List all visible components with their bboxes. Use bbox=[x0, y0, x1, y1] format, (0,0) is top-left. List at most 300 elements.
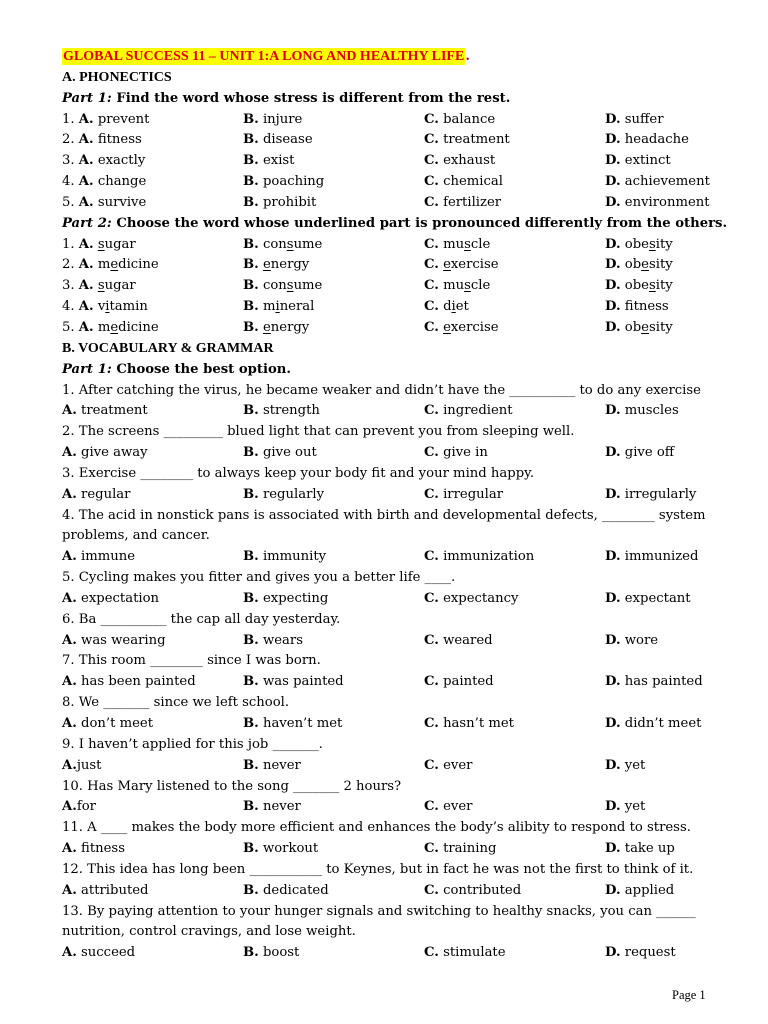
word-suffix: ume bbox=[293, 236, 323, 252]
option-text: immunized bbox=[624, 549, 699, 565]
option-letter: D. bbox=[605, 882, 621, 898]
option-text: give off bbox=[624, 445, 675, 461]
option-letter: A. bbox=[78, 299, 94, 315]
answer-option-b bbox=[243, 297, 314, 318]
underlined-letters: e bbox=[110, 319, 119, 335]
pronunciation-question-list bbox=[62, 235, 722, 339]
answer-option-d bbox=[605, 193, 710, 214]
stress-question bbox=[62, 193, 722, 214]
answer-option-d bbox=[605, 151, 671, 172]
option-text: wore bbox=[624, 632, 659, 648]
question-text: 3. Exercise ________ to always keep your body fit and your mind happy. bbox=[62, 465, 535, 481]
answer-option-d bbox=[605, 297, 669, 318]
option-text: fertilizer bbox=[443, 194, 502, 210]
option-letter: B. bbox=[243, 111, 259, 127]
word-suffix: dicine bbox=[118, 319, 159, 335]
option-text: treatment bbox=[443, 132, 510, 148]
word-suffix: ugar bbox=[104, 278, 136, 294]
answer-options bbox=[62, 881, 722, 902]
answer-option-c bbox=[424, 151, 495, 172]
answer-option-a bbox=[62, 151, 145, 172]
underlined-letters: s bbox=[648, 278, 656, 294]
question-number: 3. bbox=[62, 153, 79, 169]
option-word bbox=[625, 278, 673, 293]
underlined-letters: i bbox=[105, 299, 110, 315]
answer-option-c bbox=[424, 443, 488, 464]
answer-option-b bbox=[243, 193, 316, 214]
word-prefix: ob bbox=[624, 257, 642, 273]
question-number: 5. bbox=[62, 194, 79, 210]
option-letter: B. bbox=[243, 549, 259, 565]
option-text: ingredient bbox=[443, 403, 513, 419]
option-letter: A. bbox=[78, 278, 94, 294]
option-letter: B. bbox=[243, 882, 259, 898]
option-text: hasn’t met bbox=[443, 716, 514, 731]
option-letter: A. bbox=[62, 799, 77, 815]
answer-option-b bbox=[243, 110, 302, 131]
question-text: 5. Cycling makes you fitter and gives you a better life ____. bbox=[62, 570, 456, 586]
answer-option-c bbox=[424, 401, 513, 422]
option-letter: C. bbox=[424, 319, 439, 335]
stress-question bbox=[62, 110, 722, 131]
answer-option-c bbox=[424, 797, 472, 818]
section-b-title: B. VOCABULARY & GRAMMAR bbox=[62, 340, 274, 356]
stress-question bbox=[62, 151, 722, 172]
answer-option-a bbox=[62, 255, 159, 276]
option-text: haven’t met bbox=[262, 716, 343, 731]
option-text: ever bbox=[443, 757, 473, 773]
answer-options bbox=[62, 443, 722, 464]
word-prefix: f bbox=[624, 299, 634, 315]
question-text: 11. A ____ makes the body more efficient and enhances the body’s alibity to respond to stress. bbox=[62, 820, 691, 836]
answer-options bbox=[62, 672, 722, 693]
a-part2-instruction bbox=[62, 214, 728, 235]
section-a-heading bbox=[62, 68, 722, 89]
word-prefix: con bbox=[262, 278, 287, 294]
answer-option-c bbox=[424, 235, 490, 256]
underlined-letters: e bbox=[443, 257, 451, 273]
answer-options bbox=[62, 589, 722, 610]
option-letter: C. bbox=[424, 799, 439, 815]
part-label: Part 2: bbox=[62, 215, 112, 231]
question-text: 9. I haven’t applied for this job _______. bbox=[62, 736, 323, 752]
answer-option-a bbox=[62, 235, 136, 256]
option-letter: A. bbox=[62, 882, 77, 898]
option-letter: B. bbox=[243, 632, 259, 648]
underlined-letters: s bbox=[97, 278, 105, 294]
option-word bbox=[263, 257, 309, 272]
option-text: regular bbox=[81, 486, 131, 502]
answer-option-c bbox=[424, 756, 472, 777]
option-letter: C. bbox=[424, 590, 439, 606]
pronunciation-question bbox=[62, 297, 722, 318]
answer-option-a bbox=[62, 839, 125, 860]
option-letter: A. bbox=[62, 403, 77, 419]
answer-option-c bbox=[424, 318, 499, 339]
word-suffix: tamin bbox=[109, 299, 148, 315]
option-text: don’t meet bbox=[81, 716, 154, 731]
option-letter: C. bbox=[424, 153, 439, 169]
word-suffix: ume bbox=[293, 278, 323, 294]
option-text: exist bbox=[262, 153, 295, 169]
option-letter: C. bbox=[424, 632, 439, 648]
page-number: Page 1 bbox=[672, 988, 706, 1002]
option-text: change bbox=[97, 174, 147, 190]
option-letter: D. bbox=[605, 236, 621, 252]
answer-option-a bbox=[62, 756, 101, 777]
underlined-letters: e bbox=[641, 319, 649, 335]
underlined-letters: s bbox=[648, 236, 656, 252]
option-text: exactly bbox=[97, 153, 146, 169]
option-word bbox=[263, 299, 314, 314]
option-word bbox=[625, 320, 673, 335]
option-letter: D. bbox=[605, 549, 621, 565]
answer-option-b bbox=[243, 589, 328, 610]
option-text: boost bbox=[262, 945, 300, 961]
underlined-letters: s bbox=[97, 236, 105, 252]
option-text: was painted bbox=[262, 674, 344, 690]
answer-option-b bbox=[243, 839, 318, 860]
word-suffix: sity bbox=[648, 257, 673, 273]
option-text: exhaust bbox=[443, 153, 496, 169]
option-text: didn’t meet bbox=[624, 716, 702, 731]
answer-option-c bbox=[424, 485, 503, 506]
answer-option-a bbox=[62, 485, 130, 506]
question-number: 3. bbox=[62, 278, 79, 294]
answer-option-c bbox=[424, 943, 506, 964]
option-text: give in bbox=[443, 445, 488, 461]
option-letter: A. bbox=[62, 486, 77, 502]
option-letter: B. bbox=[243, 257, 259, 273]
option-text: poaching bbox=[262, 174, 325, 190]
option-text: has been painted bbox=[81, 674, 196, 690]
option-letter: B. bbox=[243, 674, 259, 690]
option-word bbox=[443, 278, 490, 293]
stress-question-list bbox=[62, 110, 722, 214]
option-letter: A. bbox=[78, 153, 94, 169]
section-b-heading bbox=[62, 339, 722, 360]
option-text: weared bbox=[443, 632, 493, 648]
option-letter: A. bbox=[62, 716, 77, 731]
word-prefix: m bbox=[262, 299, 276, 315]
answer-option-d bbox=[605, 714, 701, 735]
answer-options bbox=[62, 943, 722, 964]
part-text: Choose the word whose underlined part is pronounced differently from the others. bbox=[111, 215, 728, 231]
title-dot: . bbox=[465, 49, 470, 64]
option-letter: B. bbox=[243, 716, 259, 731]
option-letter: B. bbox=[243, 132, 259, 148]
underlined-letters: s bbox=[286, 278, 294, 294]
answer-option-a bbox=[62, 547, 135, 568]
question-number: 1. bbox=[62, 111, 79, 127]
option-text: headache bbox=[624, 132, 689, 148]
option-text: stimulate bbox=[443, 945, 506, 961]
answer-option-b bbox=[243, 714, 342, 735]
option-letter: A. bbox=[62, 841, 77, 857]
answer-option-d bbox=[605, 547, 698, 568]
question-text: 13. By paying attention to your hunger signals and switching to healthy snacks, you can ______ bbox=[62, 903, 696, 919]
option-letter: A. bbox=[78, 319, 94, 335]
stress-question bbox=[62, 172, 722, 193]
option-text: give out bbox=[262, 445, 317, 461]
question-number: 4. bbox=[62, 174, 79, 190]
option-word bbox=[98, 299, 148, 314]
answer-option-c bbox=[424, 547, 534, 568]
answer-options bbox=[62, 839, 722, 860]
answer-option-a bbox=[62, 297, 148, 318]
a-part1-instruction bbox=[62, 89, 722, 110]
document-page bbox=[62, 47, 728, 964]
option-text: applied bbox=[624, 882, 675, 898]
option-letter: D. bbox=[605, 799, 621, 815]
word-prefix: con bbox=[262, 236, 287, 252]
option-word bbox=[625, 257, 673, 272]
option-text: fitness bbox=[81, 841, 125, 857]
answer-option-d bbox=[605, 318, 673, 339]
option-text: irregular bbox=[443, 486, 504, 502]
underlined-letters: e bbox=[262, 319, 271, 335]
option-word bbox=[443, 320, 499, 335]
question-text: 2. The screens _________ blued light that can prevent you from sleeping well. bbox=[62, 424, 575, 440]
option-letter: D. bbox=[605, 632, 621, 648]
option-text: strength bbox=[262, 403, 320, 419]
option-text: training bbox=[443, 841, 497, 857]
option-letter: A. bbox=[62, 757, 77, 773]
option-text: balance bbox=[443, 111, 496, 127]
word-suffix: tness bbox=[633, 299, 669, 315]
part-label: Part 1: bbox=[62, 361, 112, 377]
option-text: never bbox=[262, 799, 301, 815]
pronunciation-question bbox=[62, 255, 722, 276]
answer-options bbox=[62, 756, 722, 777]
option-letter: D. bbox=[605, 278, 621, 294]
answer-option-d bbox=[605, 881, 674, 902]
question-text-continued: problems, and cancer. bbox=[62, 528, 210, 544]
option-text: give away bbox=[81, 445, 148, 461]
answer-option-b bbox=[243, 547, 326, 568]
answer-option-c bbox=[424, 714, 514, 735]
option-letter: A. bbox=[62, 590, 77, 606]
option-letter: C. bbox=[424, 757, 439, 773]
answer-options bbox=[62, 547, 722, 568]
question-number: 4. bbox=[62, 299, 79, 315]
option-letter: C. bbox=[424, 841, 439, 857]
option-letter: A. bbox=[78, 132, 94, 148]
answer-option-d bbox=[605, 797, 645, 818]
option-text: irregularly bbox=[624, 486, 697, 502]
answer-option-b bbox=[243, 485, 324, 506]
answer-option-b bbox=[243, 151, 294, 172]
title-line bbox=[62, 47, 722, 68]
underlined-letters: s bbox=[464, 236, 471, 252]
stress-question bbox=[62, 130, 722, 151]
answer-option-b bbox=[243, 172, 324, 193]
underlined-letters: s bbox=[464, 278, 471, 294]
option-text: expecting bbox=[262, 590, 329, 606]
option-letter: B. bbox=[243, 486, 259, 502]
word-prefix: m bbox=[97, 257, 111, 273]
answer-option-c bbox=[424, 110, 495, 131]
option-text: treatment bbox=[81, 403, 148, 419]
option-letter: A. bbox=[78, 174, 94, 190]
option-text: immunization bbox=[443, 549, 535, 565]
option-text: immune bbox=[81, 549, 136, 565]
option-letter: B. bbox=[243, 445, 259, 461]
answer-option-b bbox=[243, 235, 322, 256]
part-text: Find the word whose stress is different from the rest. bbox=[111, 90, 511, 106]
option-text: has painted bbox=[624, 674, 703, 690]
underlined-letters: i bbox=[275, 299, 280, 315]
answer-option-c bbox=[424, 589, 518, 610]
option-letter: B. bbox=[243, 319, 259, 335]
option-letter: C. bbox=[424, 445, 439, 461]
word-prefix: mu bbox=[443, 278, 465, 294]
underlined-letters: e bbox=[110, 257, 119, 273]
option-word bbox=[98, 237, 136, 252]
answer-option-d bbox=[605, 235, 673, 256]
answer-option-b bbox=[243, 631, 303, 652]
underlined-letters: e bbox=[641, 257, 649, 273]
option-letter: B. bbox=[243, 945, 259, 961]
answer-option-c bbox=[424, 881, 521, 902]
question-text: 6. Ba __________ the cap all day yesterday. bbox=[62, 611, 341, 627]
answer-options bbox=[62, 714, 722, 735]
option-text: just bbox=[76, 757, 102, 773]
option-word bbox=[98, 278, 136, 293]
option-text: survive bbox=[97, 194, 147, 210]
option-text: for bbox=[76, 799, 96, 815]
answer-option-a bbox=[62, 130, 142, 151]
option-text: prohibit bbox=[262, 194, 317, 210]
answer-options bbox=[62, 631, 722, 652]
answer-option-a bbox=[62, 193, 146, 214]
option-letter: D. bbox=[605, 319, 621, 335]
answer-option-b bbox=[243, 881, 329, 902]
answer-option-c bbox=[424, 255, 499, 276]
option-word bbox=[98, 257, 159, 272]
answer-option-b bbox=[243, 130, 313, 151]
answer-option-d bbox=[605, 130, 689, 151]
answer-option-a bbox=[62, 672, 196, 693]
option-letter: D. bbox=[605, 299, 621, 315]
answer-option-c bbox=[424, 631, 493, 652]
answer-option-d bbox=[605, 276, 673, 297]
option-letter: B. bbox=[243, 174, 259, 190]
part-label: Part 1: bbox=[62, 90, 112, 106]
option-letter: C. bbox=[424, 132, 439, 148]
underlined-letters: e bbox=[443, 319, 451, 335]
word-suffix: nergy bbox=[270, 319, 310, 335]
section-a-title: A. PHONECTICS bbox=[62, 69, 172, 85]
vocab-question-list bbox=[62, 381, 722, 965]
option-letter: C. bbox=[424, 716, 439, 731]
option-letter: D. bbox=[605, 111, 621, 127]
option-letter: B. bbox=[243, 590, 259, 606]
word-suffix: xercise bbox=[450, 319, 499, 335]
option-letter: D. bbox=[605, 486, 621, 502]
option-text: suffer bbox=[624, 111, 664, 127]
option-letter: C. bbox=[424, 882, 439, 898]
answer-option-d bbox=[605, 443, 674, 464]
option-letter: B. bbox=[243, 299, 259, 315]
option-text: never bbox=[262, 757, 301, 773]
option-text: immunity bbox=[262, 549, 327, 565]
option-letter: C. bbox=[424, 111, 439, 127]
answer-option-c bbox=[424, 297, 469, 318]
option-word bbox=[443, 299, 469, 314]
b-part1-instruction bbox=[62, 360, 722, 381]
option-text: regularly bbox=[262, 486, 325, 502]
option-letter: D. bbox=[605, 757, 621, 773]
answer-option-d bbox=[605, 589, 691, 610]
answer-option-b bbox=[243, 756, 301, 777]
question-text: 12. This idea has long been ___________ to Keynes, but in fact he was not the first to think of it. bbox=[62, 861, 694, 877]
option-letter: D. bbox=[605, 153, 621, 169]
option-letter: D. bbox=[605, 590, 621, 606]
answer-options bbox=[62, 401, 722, 422]
option-letter: D. bbox=[605, 194, 621, 210]
option-letter: A. bbox=[78, 111, 94, 127]
option-text: extinct bbox=[624, 153, 671, 169]
option-word bbox=[443, 237, 490, 252]
underlined-letters: s bbox=[286, 236, 294, 252]
underlined-letters: i bbox=[451, 299, 456, 315]
option-letter: A. bbox=[78, 257, 94, 273]
word-prefix: ob bbox=[624, 319, 642, 335]
answer-option-a bbox=[62, 797, 96, 818]
option-letter: D. bbox=[605, 257, 621, 273]
answer-option-a bbox=[62, 589, 159, 610]
answer-option-b bbox=[243, 943, 299, 964]
answer-option-b bbox=[243, 672, 344, 693]
option-letter: D. bbox=[605, 841, 621, 857]
answer-option-a bbox=[62, 318, 159, 339]
answer-option-b bbox=[243, 318, 309, 339]
option-letter: A. bbox=[78, 194, 94, 210]
answer-option-a bbox=[62, 943, 135, 964]
option-text: expectant bbox=[624, 590, 691, 606]
option-letter: C. bbox=[424, 194, 439, 210]
word-suffix: et bbox=[455, 299, 469, 315]
option-letter: B. bbox=[243, 236, 259, 252]
option-text: workout bbox=[262, 841, 319, 857]
option-letter: C. bbox=[424, 174, 439, 190]
answer-option-b bbox=[243, 401, 320, 422]
option-letter: D. bbox=[605, 445, 621, 461]
answer-option-a bbox=[62, 714, 153, 735]
option-text: yet bbox=[624, 757, 646, 773]
pronunciation-question bbox=[62, 235, 722, 256]
option-text: muscles bbox=[624, 403, 679, 419]
word-prefix: d bbox=[443, 299, 452, 315]
underlined-letters: e bbox=[262, 257, 271, 273]
option-text: disease bbox=[262, 132, 313, 148]
option-letter: A. bbox=[62, 945, 77, 961]
answer-option-d bbox=[605, 485, 696, 506]
option-text: was wearing bbox=[81, 632, 166, 648]
option-text: expectation bbox=[81, 590, 160, 606]
option-letter: B. bbox=[243, 278, 259, 294]
option-letter: C. bbox=[424, 549, 439, 565]
word-suffix: ugar bbox=[104, 236, 136, 252]
answer-option-a bbox=[62, 110, 149, 131]
answer-options bbox=[62, 485, 722, 506]
word-prefix: v bbox=[97, 299, 106, 315]
word-suffix: sity bbox=[648, 319, 673, 335]
option-text: yet bbox=[624, 799, 646, 815]
answer-option-a bbox=[62, 276, 136, 297]
answer-option-c bbox=[424, 193, 501, 214]
